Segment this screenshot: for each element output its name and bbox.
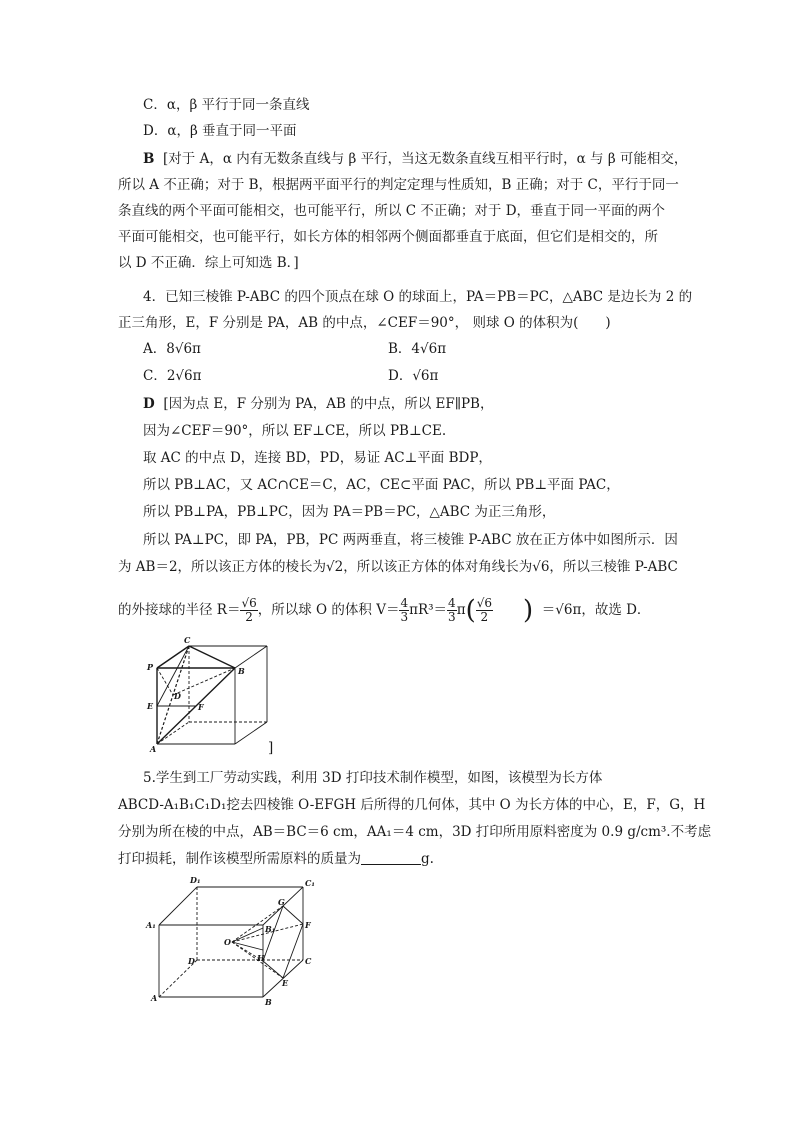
segment-og (232, 906, 283, 942)
edge-fe (283, 924, 303, 978)
label-o: O (224, 937, 231, 947)
formula-text: πR³＝ (409, 602, 448, 618)
q4-solution-line (143, 396, 493, 412)
q4-option-c: C．2√6π (143, 368, 202, 384)
label-d: D (188, 956, 195, 966)
q4-solution-line: 所以 PB⊥AC，又 AC∩CE＝C，AC，CE⊂平面 PAC，所以 PB⊥平面 PAC， (143, 477, 620, 493)
label-b: B (265, 997, 272, 1007)
q4-option-d: D．√6π (388, 368, 439, 384)
q3-option-c: C．α，β 平行于同一条直线 (143, 97, 310, 113)
fraction-denominator: 3 (448, 610, 456, 624)
formula-text: 的外接球的半径 R＝ (118, 602, 241, 618)
label-b1: B₁ (265, 924, 276, 934)
edge-gf (283, 906, 303, 924)
q5-stem (118, 851, 434, 867)
edge-eh (263, 961, 283, 978)
q4-stem: 4．已知三棱锥 P-ABC 的四个顶点在球 O 的球面上，PA＝PB＝PC，△ABC 是边长为 2 的 (143, 289, 693, 305)
q3-explanation-line: 条直线的两个平面可能相交，也可能平行，所以 C 不正确；对于 D，垂直于同一平面的两个 (118, 203, 666, 219)
q5-unit: g. (421, 851, 434, 867)
fraction-numerator: 4 (448, 596, 456, 610)
label-a1: A₁ (146, 920, 156, 930)
label-p: P (147, 662, 154, 672)
q4-close-bracket: ] (268, 740, 274, 756)
volume-fraction (399, 597, 409, 624)
label-d1: D₁ (190, 875, 201, 885)
label-c1: C₁ (305, 878, 315, 888)
label-h: H (257, 953, 265, 963)
volume-fraction (447, 597, 457, 624)
fraction-denominator: 3 (400, 610, 409, 624)
q4-solution-line: 所以 PA⊥PC，即 PA，PB，PC 两两垂直，将三棱锥 P-ABC 放在正方体中如图所示．因 (143, 532, 678, 548)
answer-blank[interactable] (361, 852, 421, 865)
q4-solution-line: 所以 PB⊥PA，PB⊥PC，因为 PA＝PB＝PC，△ABC 为正三角形， (143, 504, 556, 520)
q5-stem: 5.学生到工厂劳动实践，利用 3D 打印技术制作模型，如图，该模型为长方体 (143, 770, 603, 786)
q4-answer: D (143, 396, 155, 412)
label-b: B (238, 666, 245, 676)
q4-solution-line: 因为∠CEF＝90°，所以 EF⊥CE，所以 PB⊥CE. (143, 423, 447, 439)
label-g: G (278, 897, 285, 907)
paren-close: ) (523, 595, 534, 626)
formula-text: ，所以球 O 的体积 V＝ (257, 602, 400, 618)
edge (159, 887, 197, 925)
label-f: F (198, 702, 204, 712)
label-d: D (174, 691, 181, 701)
label-a: A (150, 744, 157, 754)
edge-cb (189, 646, 235, 668)
q4-solution-text: [因为点 E，F 分别为 PA，AB 的中点，所以 EF∥PB， (163, 396, 494, 412)
q5-stem: 分别为所在棱的中点，AB＝BC＝6 cm，AA₁＝4 cm，3D 打印所用原料密度为 0.9 g/cm³.不考虑 (118, 824, 712, 840)
q4-option-a: A．8√6π (143, 341, 201, 357)
segment-ec (157, 646, 189, 706)
radius-fraction (240, 597, 257, 624)
radius-fraction (476, 597, 493, 624)
q3-answer: B (143, 151, 155, 167)
hidden-edge (157, 722, 189, 744)
label-f: F (305, 920, 311, 930)
q3-explanation-line: 以 D 不正确．综上可知选 B．] (118, 255, 299, 271)
box-figure (145, 872, 330, 1007)
label-a: A (151, 993, 158, 1003)
edge-pc (157, 646, 189, 668)
label-c: C (184, 635, 191, 645)
q3-explanation-text: [对于 A，α 内有无数条直线与 β 平行，当这无数条直线互相平行时，α 与 β 可能相交， (163, 151, 688, 167)
q4-solution-line: 取 AC 的中点 D，连接 BD，PD，易证 AC⊥平面 BDP， (143, 450, 492, 466)
q5-stem-text: 打印损耗，制作该模型所需原料的质量为 (118, 851, 361, 867)
cube-figure (140, 636, 280, 754)
label-e: E (282, 978, 289, 988)
formula-text: ＝√6π，故选 D． (541, 602, 651, 618)
q3-explanation-line (143, 151, 687, 167)
fraction-numerator: √6 (476, 596, 492, 610)
q3-option-d: D．α，β 垂直于同一平面 (143, 123, 297, 139)
q4-solution-formula-line (118, 596, 650, 625)
q3-explanation-line: 所以 A 不正确；对于 B，根据两平面平行的判定定理与性质知，B 正确；对于 C，平行于同一 (118, 177, 679, 193)
q4-stem: 正三角形，E，F 分别是 PA，AB 的中点，∠CEF＝90°， 则球 O 的体积为( ) (118, 315, 611, 331)
edge (235, 646, 267, 668)
fraction-denominator: 2 (245, 610, 253, 624)
q4-option-b: B．4√6π (388, 341, 447, 357)
edge (235, 722, 267, 744)
segment-oh-front (232, 942, 263, 950)
q5-stem: ABCD-A₁B₁C₁D₁挖去四棱锥 O-EFGH 后所得的几何体，其中 O 为长方体的中心，E，F，G，H (118, 797, 706, 813)
fraction-numerator: √6 (241, 596, 257, 610)
paren-open: ( (465, 595, 476, 626)
q3-explanation-line: 平面可能相交，也可能平行，如长方体的相邻两个侧面都垂直于底面，但它们是相交的，所 (118, 229, 658, 245)
label-c: C (305, 956, 312, 966)
label-e: E (147, 701, 154, 711)
q4-solution-line: 为 AB＝2，所以该正方体的棱长为√2，所以该正方体的体对角线长为√6，所以三棱锥 P-ABC (118, 559, 678, 575)
segment-bd (173, 668, 235, 695)
formula-text: π (456, 602, 466, 618)
fraction-numerator: 4 (400, 596, 409, 610)
fraction-denominator: 2 (480, 610, 489, 624)
